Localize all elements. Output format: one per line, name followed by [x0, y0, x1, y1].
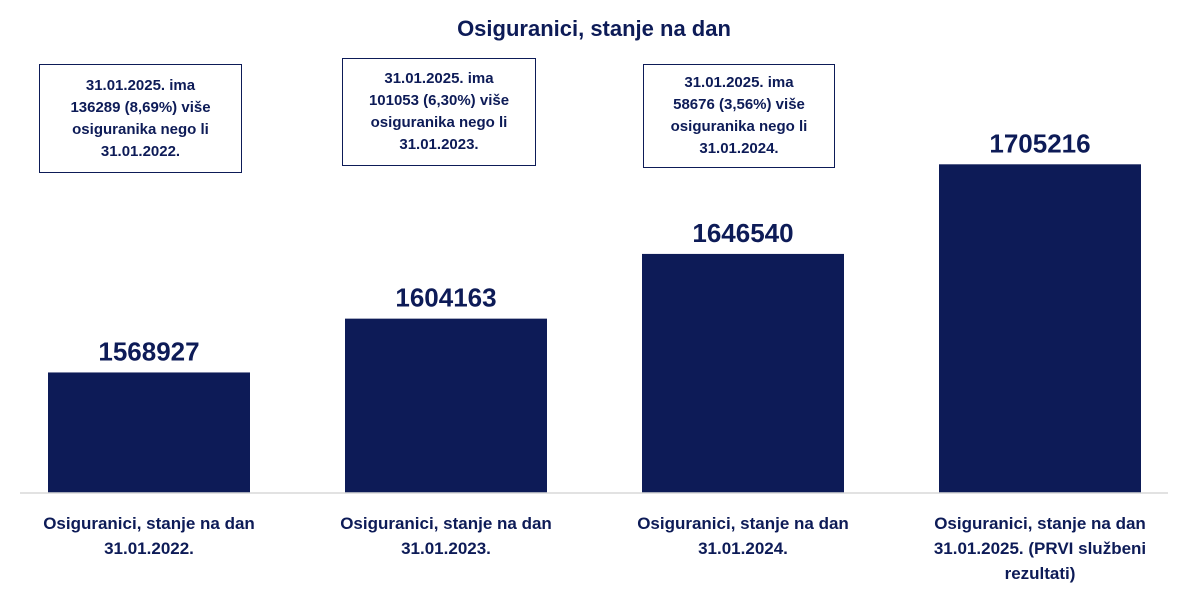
bar-1 — [345, 319, 547, 493]
category-label-0: Osiguranici, stanje na dan 31.01.2022. — [43, 514, 255, 558]
bar-0 — [48, 372, 250, 493]
data-label-1: 1604163 — [395, 282, 497, 313]
chart-title: Osiguranici, stanje na dan — [457, 16, 731, 41]
bar-2 — [642, 254, 844, 493]
bar-3 — [939, 164, 1141, 493]
data-label-2: 1646540 — [692, 217, 794, 248]
data-label-0: 1568927 — [98, 336, 200, 367]
annotation-box-2022: 31.01.2025. ima 136289 (8,69%) više osiguranika nego li 31.01.2022. — [39, 64, 242, 173]
data-label-3: 1705216 — [989, 128, 1091, 159]
category-label-3: Osiguranici, stanje na dan 31.01.2025. (PRVI službeni rezultati) — [933, 514, 1147, 583]
category-label-2: Osiguranici, stanje na dan 31.01.2024. — [637, 514, 849, 558]
category-label-1: Osiguranici, stanje na dan 31.01.2023. — [340, 514, 552, 558]
annotation-box-2023: 31.01.2025. ima 101053 (6,30%) više osiguranika nego li 31.01.2023. — [342, 58, 536, 166]
annotation-box-2024: 31.01.2025. ima 58676 (3,56%) više osiguranika nego li 31.01.2024. — [643, 64, 835, 168]
